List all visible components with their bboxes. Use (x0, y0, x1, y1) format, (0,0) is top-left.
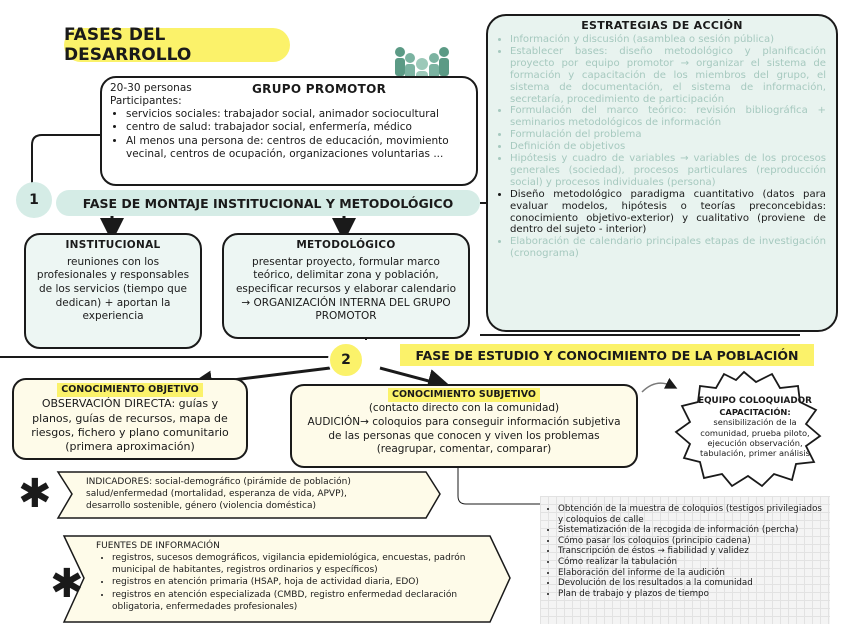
list-item: • registros, sucesos demográficos, vigilancia epidemiológica, encuestas, padrón municipal de habitantes, registros ordinarios y específicos) (112, 552, 488, 576)
phase-1-label: FASE DE MONTAJE INSTITUCIONAL Y METODOLÓGICO (56, 190, 480, 216)
indicadores-line: salud/enfermedad (mortalidad, esperanza de vida, APVP), (86, 489, 347, 500)
list-item: • Elaboración de calendario principales etapas de investigación (cronograma) (510, 236, 826, 260)
estrategias-list (498, 34, 826, 260)
conocimiento-objetivo-box (12, 378, 248, 460)
grupo-promotor-box (100, 76, 478, 186)
conocimiento-subjetivo-box (290, 384, 638, 468)
subjetivo-line-3: (reagrupar, comentar, comparar) (376, 443, 552, 456)
subjetivo-line-1: (contacto directo con la comunidad) (368, 402, 560, 415)
fuentes-title: FUENTES DE INFORMACIÓN (96, 541, 220, 551)
metodologico-box (222, 233, 470, 339)
grupo-promotor-title: GRUPO PROMOTOR (252, 82, 387, 96)
grupo-size: 20-30 personas (110, 82, 192, 94)
list-item: • Definición de objetivos (510, 141, 826, 153)
list-item: • Cómo realizar la tabulación (558, 557, 824, 568)
list-item: • Información y discusión (asamblea o sesión pública) (510, 34, 826, 46)
list-item: • Cómo pasar los coloquios (principio cadena) (558, 536, 824, 547)
institucional-title: INSTITUCIONAL (65, 239, 161, 251)
list-item: • Establecer bases: diseño metodológico y planificación proyecto por equipo promotor → organizar el sistema de formación y capacitación de los miembros del grupo, el sistema de documentación, el sistema de información, secretaría, procedimiento de participación (510, 46, 826, 106)
estrategias-title: ESTRATEGIAS DE ACCIÓN (581, 19, 743, 32)
list-item: • servicios sociales: trabajador social, animador sociocultural (126, 108, 468, 121)
fuentes-text (96, 540, 488, 613)
metodologico-title: METODOLÓGICO (296, 239, 396, 251)
indicadores-line: desarrollo sostenible, género (violencia doméstica) (86, 501, 316, 512)
institucional-box (24, 233, 202, 349)
list-item: • registros en atención especializada (CMBD, registro enfermedad declaración obligatoria, enfermedades profesionales) (112, 589, 488, 613)
phase-1-number: 1 (16, 182, 52, 218)
list-item: • Hipótesis y cuadro de variables → variables de los procesos generales (sociedad), procesos particulares (reproducción social) y procesos individuales (persona) (510, 153, 826, 189)
phase-2-label: FASE DE ESTUDIO Y CONOCIMIENTO DE LA POBLACIÓN (400, 344, 814, 366)
equipo-title: EQUIPO COLOQUIADOR (698, 396, 812, 406)
equipo-subtitle: CAPACITACIÓN: (719, 406, 791, 417)
list-item: • Transcripción de éstos → fiabilidad y validez (558, 546, 824, 557)
list-item: • Sistematización de la recogida de información (percha) (558, 525, 824, 536)
conocimiento-subjetivo-tag: CONOCIMIENTO SUBJETIVO (388, 388, 540, 402)
equipo-text: sensibilización de la comunidad, prueba piloto, ejecución observación, tabulación, primer análisis (700, 417, 810, 459)
metodologico-text: presentar proyecto, formular marco teórico, delimitar zona y población, especificar recursos y elaborar calendario → ORGANIZACIÓN INTERNA DEL GRUPO PROMOTOR (235, 255, 457, 323)
list-item: • Obtención de la muestra de coloquios (testigos privilegiados y coloquios de calle (558, 504, 824, 525)
list-item: • Diseño metodológico paradigma cuantitativo (datos para evaluar modelos, hipótesis o teorías preconcebidas: conocimiento objetivo-exterior) y cualitativo (proviene de dentro del sujeto - interior) (510, 189, 826, 237)
list-item: • centro de salud: trabajador social, enfermería, médico (126, 121, 468, 134)
list-item: • Devolución de los resultados a la comunidad (558, 578, 824, 589)
indicadores-line: INDICADORES: social-demográfico (pirámide de población) (86, 477, 351, 487)
coloquios-list (544, 504, 824, 599)
asterisk-icon: ✱ (50, 561, 84, 607)
indicadores-text (86, 476, 426, 512)
list-item: • Al menos una persona de: centros de educación, movimiento vecinal, centros de ocupación, organizaciones voluntarias ... (126, 135, 468, 161)
subjetivo-line-2: AUDICIÓN→ coloquios para conseguir información subjetiva de las personas que conocen y viven los problemas (307, 415, 621, 442)
equipo-coloquiador (694, 396, 816, 459)
phase-2-number: 2 (328, 342, 364, 378)
list-item: • Elaboración del informe de la audición (558, 568, 824, 579)
list-item: • Plan de trabajo y plazos de tiempo (558, 589, 824, 600)
list-item: • Formulación del problema (510, 129, 826, 141)
coloquios-notes (540, 496, 830, 624)
asterisk-icon: ✱ (18, 471, 52, 517)
page-title: FASES DEL DESARROLLO (64, 28, 290, 62)
estrategias-box (486, 14, 838, 332)
conocimiento-objetivo-tag: CONOCIMIENTO OBJETIVO (57, 383, 203, 397)
list-item: • registros en atención primaria (HSAP, hoja de actividad diaria, EDO) (112, 576, 488, 588)
grupo-participants-list (110, 108, 468, 161)
fuentes-list (96, 552, 488, 613)
list-item: • Formulación del marco teórico: revisión bibliográfica + seminarios metodológicos de información (510, 105, 826, 129)
institucional-text: reuniones con los profesionales y responsables de los servicios (tiempo que dedican) + aportan la experiencia (36, 255, 190, 323)
grupo-participants-label: Participantes: (110, 95, 182, 108)
conocimiento-objetivo-text: OBSERVACIÓN DIRECTA: guías y planos, guías de recursos, mapa de riesgos, fichero y plano comunitario (primera aproximación) (31, 397, 229, 454)
